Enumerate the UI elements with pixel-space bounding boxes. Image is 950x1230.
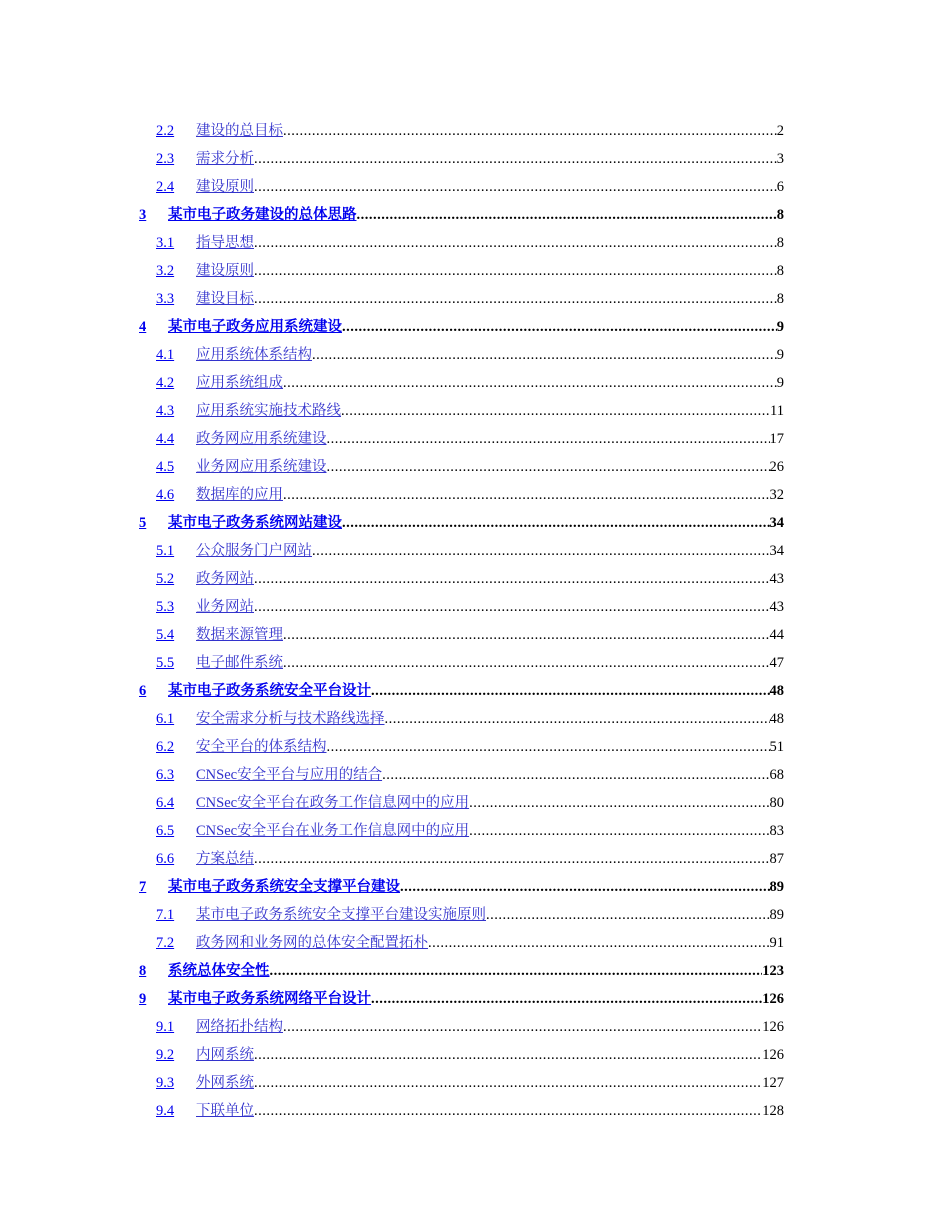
toc-page-number: 123 (762, 963, 784, 979)
toc-section-entry[interactable] (139, 901, 784, 929)
toc-section-entry[interactable] (139, 789, 784, 817)
toc-section-entry[interactable] (139, 1069, 784, 1097)
toc-dot-leader (254, 285, 777, 313)
toc-section-entry[interactable] (139, 117, 784, 145)
toc-page-number: 17 (769, 431, 784, 447)
toc-chapter-entry[interactable] (139, 509, 784, 537)
toc-entry-number-link[interactable]: 6.3 (156, 767, 175, 783)
toc-entry-title-link[interactable]: 应用系统组成 (196, 375, 283, 391)
toc-dot-leader (254, 1041, 762, 1069)
toc-entry-title-link[interactable]: 建设目标 (196, 291, 254, 307)
toc-page-number: 51 (769, 739, 784, 755)
toc-entry-title-link[interactable]: 建设的总目标 (196, 123, 283, 139)
toc-dot-leader (371, 677, 770, 705)
toc-section-entry[interactable] (139, 145, 784, 173)
toc-dot-leader (254, 229, 777, 257)
toc-page-number: 80 (769, 795, 784, 811)
toc-page-number: 48 (769, 711, 784, 727)
toc-page-number: 89 (769, 879, 784, 895)
toc-entry-number-link[interactable]: 7 (139, 879, 147, 895)
toc-page-number: 43 (769, 599, 784, 615)
toc-dot-leader (371, 985, 762, 1013)
toc-entry-number-link[interactable]: 2.3 (156, 151, 175, 167)
toc-dot-leader (283, 621, 770, 649)
toc-entry-title-link[interactable]: 建设原则 (196, 263, 254, 279)
toc-entry-number-link[interactable]: 3.2 (156, 263, 175, 279)
toc-entry-title-link[interactable]: 下联单位 (196, 1103, 254, 1119)
toc-dot-leader (469, 817, 769, 845)
toc-dot-leader (283, 369, 777, 397)
toc-entry-title-link[interactable]: 政务网应用系统建设 (196, 431, 327, 447)
toc-dot-leader (382, 761, 769, 789)
toc-entry-number-link[interactable]: 4 (139, 319, 147, 335)
toc-entry-number-link[interactable]: 4.5 (156, 459, 175, 475)
toc-dot-leader (357, 201, 777, 229)
toc-entry-number-link[interactable]: 2.4 (156, 179, 175, 195)
toc-page-number: 34 (769, 543, 784, 559)
toc-entry-title-link[interactable]: 公众服务门户网站 (196, 543, 312, 559)
toc-dot-leader (254, 565, 770, 593)
toc-entry-title-link[interactable]: 某市电子政务系统安全支撑平台建设 (168, 879, 400, 895)
toc-entry-number-link[interactable]: 9.1 (156, 1019, 175, 1035)
toc-dot-leader (342, 313, 777, 341)
toc-dot-leader (254, 593, 770, 621)
toc-page-number: 8 (776, 235, 784, 251)
toc-page-number: 8 (776, 263, 784, 279)
toc-page-number: 11 (770, 403, 784, 419)
toc-section-entry[interactable] (139, 565, 784, 593)
toc-entry-number-link[interactable]: 7.2 (156, 935, 175, 951)
toc-section-entry[interactable] (139, 1041, 784, 1069)
toc-section-entry[interactable] (139, 621, 784, 649)
toc-section-entry[interactable] (139, 369, 784, 397)
toc-page-number: 127 (762, 1075, 784, 1091)
toc-entry-title-link[interactable]: 安全平台的体系结构 (196, 739, 327, 755)
toc-dot-leader (283, 117, 777, 145)
toc-entry-number-link[interactable]: 9.2 (156, 1047, 175, 1063)
toc-page-number: 48 (769, 683, 784, 699)
toc-entry-number-link[interactable]: 9.4 (156, 1103, 175, 1119)
toc-entry-title-link[interactable]: 指导思想 (196, 235, 254, 251)
toc-entry-number-link[interactable]: 6.6 (156, 851, 175, 867)
toc-entry-title-link[interactable]: 数据来源管理 (196, 627, 283, 643)
toc-section-entry[interactable] (139, 481, 784, 509)
toc-page-number: 32 (769, 487, 784, 503)
toc-dot-leader (486, 901, 770, 929)
toc-dot-leader (400, 873, 770, 901)
toc-entry-number-link[interactable]: 5.5 (156, 655, 175, 671)
toc-section-entry[interactable] (139, 537, 784, 565)
toc-entry-number-link[interactable]: 5.1 (156, 543, 175, 559)
toc-page-number: 44 (769, 627, 784, 643)
toc-entry-number-link[interactable]: 5.4 (156, 627, 175, 643)
toc-chapter-entry[interactable] (139, 957, 784, 985)
toc-section-entry[interactable] (139, 705, 784, 733)
toc-dot-leader (254, 257, 777, 285)
toc-entry-title-link[interactable]: 政务网站 (196, 571, 254, 587)
toc-section-entry[interactable] (139, 733, 784, 761)
toc-entry-title-link[interactable]: 数据库的应用 (196, 487, 283, 503)
toc-dot-leader (428, 929, 770, 957)
toc-entry-title-link[interactable]: 某市电子政务建设的总体思路 (168, 207, 357, 223)
toc-entry-number-link[interactable]: 9 (139, 991, 147, 1007)
toc-section-entry[interactable] (139, 453, 784, 481)
toc-page-number: 9 (776, 319, 784, 335)
toc-entry-number-link[interactable]: 6 (139, 683, 147, 699)
table-of-contents (139, 117, 784, 1125)
toc-dot-leader (254, 173, 777, 201)
toc-entry-number-link[interactable]: 3.3 (156, 291, 175, 307)
toc-entry-number-link[interactable]: 4.4 (156, 431, 175, 447)
toc-page-number: 6 (776, 179, 784, 195)
toc-page-number: 68 (769, 767, 784, 783)
toc-page-number: 9 (776, 347, 784, 363)
toc-entry-title-link[interactable]: 需求分析 (196, 151, 254, 167)
toc-page-number: 87 (769, 851, 784, 867)
toc-entry-title-link[interactable]: CNSec安全平台在业务工作信息网中的应用 (196, 823, 470, 839)
toc-page-number: 91 (769, 935, 784, 951)
toc-page-number: 9 (776, 375, 784, 391)
toc-entry-number-link[interactable]: 4.6 (156, 487, 175, 503)
toc-chapter-entry[interactable] (139, 873, 784, 901)
toc-page-number: 2 (776, 123, 784, 139)
toc-page-number: 83 (769, 823, 784, 839)
toc-entry-title-link[interactable]: 方案总结 (196, 851, 254, 867)
toc-entry-title-link[interactable]: CNSec安全平台在政务工作信息网中的应用 (196, 795, 470, 811)
toc-section-entry[interactable] (139, 341, 784, 369)
toc-dot-leader (312, 341, 777, 369)
toc-dot-leader (254, 1097, 762, 1125)
toc-entry-number-link[interactable]: 3 (139, 207, 147, 223)
toc-entry-title-link[interactable]: 应用系统实施技术路线 (196, 403, 341, 419)
toc-chapter-entry[interactable] (139, 677, 784, 705)
toc-entry-number-link[interactable]: 8 (139, 963, 147, 979)
toc-entry-title-link[interactable]: 安全需求分析与技术路线选择 (196, 711, 385, 727)
toc-page-number: 26 (769, 459, 784, 475)
toc-page-number: 126 (762, 991, 784, 1007)
toc-entry-number-link[interactable]: 6.5 (156, 823, 175, 839)
toc-section-entry[interactable] (139, 817, 784, 845)
toc-dot-leader (270, 957, 763, 985)
toc-dot-leader (283, 649, 770, 677)
toc-entry-number-link[interactable]: 7.1 (156, 907, 175, 923)
toc-page-number: 126 (762, 1047, 784, 1063)
toc-dot-leader (312, 537, 770, 565)
toc-entry-title-link[interactable]: 某市电子政务系统网站建设 (168, 515, 342, 531)
toc-section-entry[interactable] (139, 1097, 784, 1125)
toc-dot-leader (327, 733, 770, 761)
toc-dot-leader (469, 789, 769, 817)
toc-entry-number-link[interactable]: 2.2 (156, 123, 175, 139)
toc-dot-leader (327, 425, 770, 453)
toc-entry-title-link[interactable]: 外网系统 (196, 1075, 254, 1091)
toc-section-entry[interactable] (139, 257, 784, 285)
toc-entry-number-link[interactable]: 4.3 (156, 403, 175, 419)
toc-entry-number-link[interactable]: 6.1 (156, 711, 175, 727)
toc-page-number: 8 (776, 207, 784, 223)
toc-page-number: 89 (769, 907, 784, 923)
toc-dot-leader (283, 1013, 762, 1041)
toc-entry-title-link[interactable]: 某市电子政务系统安全支撑平台建设实施原则 (196, 907, 486, 923)
toc-entry-title-link[interactable]: 业务网站 (196, 599, 254, 615)
toc-entry-title-link[interactable]: 系统总体安全性 (168, 963, 270, 979)
toc-section-entry[interactable] (139, 761, 784, 789)
toc-entry-title-link[interactable]: CNSec安全平台与应用的结合 (196, 767, 383, 783)
toc-entry-title-link[interactable]: 网络拓扑结构 (196, 1019, 283, 1035)
toc-dot-leader (327, 453, 770, 481)
toc-dot-leader (385, 705, 770, 733)
toc-entry-number-link[interactable]: 5 (139, 515, 147, 531)
toc-entry-number-link[interactable]: 6.2 (156, 739, 175, 755)
toc-section-entry[interactable] (139, 285, 784, 313)
toc-entry-title-link[interactable]: 内网系统 (196, 1047, 254, 1063)
toc-section-entry[interactable] (139, 845, 784, 873)
toc-section-entry[interactable] (139, 929, 784, 957)
toc-entry-title-link[interactable]: 某市电子政务应用系统建设 (168, 319, 342, 335)
toc-section-entry[interactable] (139, 649, 784, 677)
toc-dot-leader (254, 1069, 762, 1097)
toc-section-entry[interactable] (139, 1013, 784, 1041)
toc-chapter-entry[interactable] (139, 201, 784, 229)
toc-entry-title-link[interactable]: 电子邮件系统 (196, 655, 283, 671)
toc-page-number: 8 (776, 291, 784, 307)
toc-section-entry[interactable] (139, 397, 784, 425)
toc-chapter-entry[interactable] (139, 985, 784, 1013)
toc-section-entry[interactable] (139, 593, 784, 621)
toc-dot-leader (254, 145, 777, 173)
toc-entry-number-link[interactable]: 3.1 (156, 235, 175, 251)
toc-dot-leader (342, 509, 770, 537)
toc-section-entry[interactable] (139, 229, 784, 257)
toc-section-entry[interactable] (139, 173, 784, 201)
toc-entry-number-link[interactable]: 6.4 (156, 795, 175, 811)
toc-section-entry[interactable] (139, 425, 784, 453)
toc-page-number: 3 (776, 151, 784, 167)
toc-entry-title-link[interactable]: 建设原则 (196, 179, 254, 195)
toc-page-number: 47 (769, 655, 784, 671)
toc-dot-leader (283, 481, 770, 509)
toc-entry-title-link[interactable]: 政务网和业务网的总体安全配置拓朴 (196, 935, 428, 951)
toc-entry-number-link[interactable]: 5.3 (156, 599, 175, 615)
toc-entry-number-link[interactable]: 4.1 (156, 347, 175, 363)
toc-entry-number-link[interactable]: 9.3 (156, 1075, 175, 1091)
toc-entry-title-link[interactable]: 业务网应用系统建设 (196, 459, 327, 475)
toc-page-number: 43 (769, 571, 784, 587)
toc-page-number: 128 (762, 1103, 784, 1119)
toc-page-number: 34 (769, 515, 784, 531)
toc-dot-leader (341, 397, 770, 425)
toc-entry-title-link[interactable]: 应用系统体系结构 (196, 347, 312, 363)
toc-chapter-entry[interactable] (139, 313, 784, 341)
toc-entry-number-link[interactable]: 5.2 (156, 571, 175, 587)
toc-entry-title-link[interactable]: 某市电子政务系统安全平台设计 (168, 683, 371, 699)
toc-entry-number-link[interactable]: 4.2 (156, 375, 175, 391)
toc-entry-title-link[interactable]: 某市电子政务系统网络平台设计 (168, 991, 371, 1007)
toc-page-number: 126 (762, 1019, 784, 1035)
toc-dot-leader (254, 845, 770, 873)
